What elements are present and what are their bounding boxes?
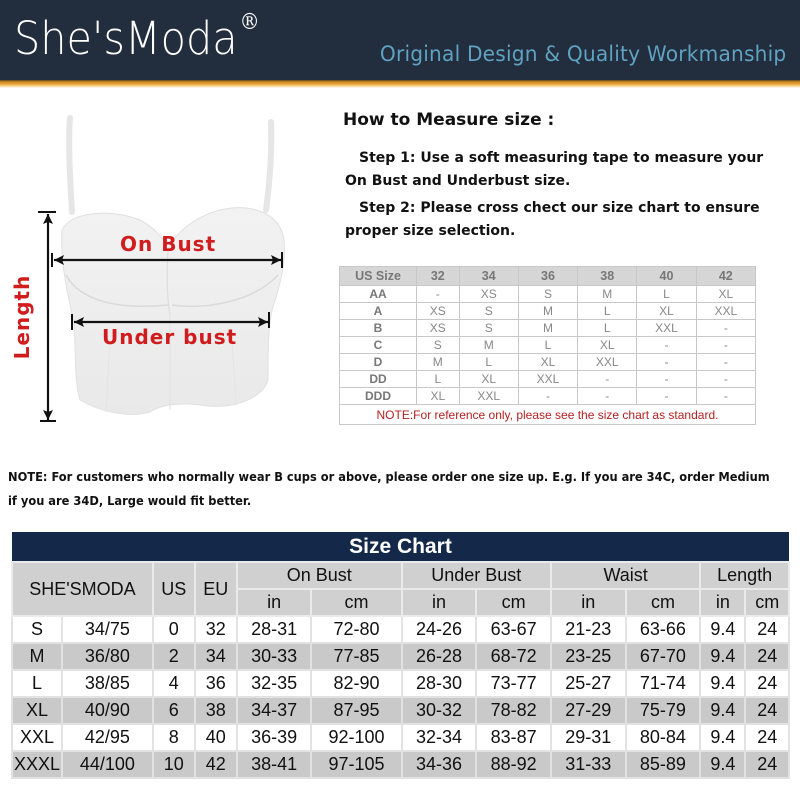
band-size: 44/100 [62,751,153,778]
cup-size-cell: S [459,303,518,320]
waist-in: 31-33 [551,751,626,778]
band-header: 36 [518,267,577,286]
us-size: 10 [153,751,195,778]
waist-cm: 63-66 [626,616,701,643]
on-bust-in: 34-37 [237,697,312,724]
eu-size: 42 [195,751,237,778]
cup-label: DDD [340,388,417,405]
cup-size-cell: - [637,354,696,371]
cup-size-cell: XL [459,371,518,388]
size-chart-title-row [12,532,789,562]
band-header: 42 [696,267,755,286]
cup-size-cell: XL [696,286,755,303]
under-bust-in: 28-30 [402,670,477,697]
length-in: 9.4 [700,616,745,643]
cup-size-cell: - [637,371,696,388]
cup-size-cell: - [696,337,755,354]
cup-size-cell: L [459,354,518,371]
cup-table-row [340,286,756,303]
cup-size-cell: S [417,337,460,354]
size-label: L [12,670,62,697]
cup-table-row [340,337,756,354]
waist-in: 21-23 [551,616,626,643]
size-chart-row [12,670,789,697]
cup-label: DD [340,371,417,388]
cup-size-cell: XS [459,286,518,303]
size-chart-row [12,643,789,670]
under-bust-cm: 83-87 [476,724,551,751]
cup-size-cell: M [578,286,637,303]
under-bust-label: Under bust [102,325,238,349]
unit-in-header: in [551,589,626,616]
length-in: 9.4 [700,643,745,670]
step-2-instruction [345,197,765,243]
unit-cm-header: cm [311,589,401,616]
band-header: 40 [637,267,696,286]
waist-cm: 80-84 [626,724,701,751]
cup-table-note-row [340,405,756,425]
size-chart-row [12,697,789,724]
cup-label: AA [340,286,417,303]
waist-cm: 71-74 [626,670,701,697]
cup-size-cell: - [696,354,755,371]
band-size: 34/75 [62,616,153,643]
us-size-header: US Size [340,267,417,286]
length-cm: 24 [745,697,789,724]
on-bust-in: 32-35 [237,670,312,697]
cup-size-cell: - [518,388,577,405]
unit-in-header: in [402,589,477,616]
cup-size-cell: M [518,320,577,337]
unit-in-header: in [700,589,745,616]
step-2-text: Step 2: Please cross chect our size chart to ensure proper size selection. [345,200,760,239]
waist-in: 29-31 [551,724,626,751]
eu-size: 40 [195,724,237,751]
us-size: 2 [153,643,195,670]
unit-in-header: in [237,589,312,616]
under-bust-cm: 73-77 [476,670,551,697]
under-bust-in: 24-26 [402,616,477,643]
band-header: 34 [459,267,518,286]
waist-in: 27-29 [551,697,626,724]
banner-stripe [0,80,800,88]
cup-size-cell: XXL [637,320,696,337]
unit-cm-header: cm [476,589,551,616]
on-bust-header: On Bust [237,562,402,589]
cup-size-table [339,266,756,425]
size-chart-row [12,724,789,751]
cup-size-cell: L [578,320,637,337]
sizing-note-line-1: NOTE: For customers who normally wear B cups or above, please order one size up. E.g. If you are 34C, order Medium [8,470,770,484]
cup-size-cell: - [578,388,637,405]
cup-table-row [340,354,756,371]
on-bust-in: 36-39 [237,724,312,751]
cup-size-cell: XXL [459,388,518,405]
cup-size-cell: S [459,320,518,337]
size-chart-title: Size Chart [12,532,789,562]
under-bust-cm: 63-67 [476,616,551,643]
length-in: 9.4 [700,697,745,724]
us-size: 8 [153,724,195,751]
sizing-note-line-2: if you are 34D, Large would fit better. [8,494,252,508]
cup-size-cell: L [518,337,577,354]
garment-measurement-diagram [0,100,330,440]
under-bust-header: Under Bust [402,562,551,589]
on-bust-in: 28-31 [237,616,312,643]
on-bust-cm: 92-100 [311,724,401,751]
eu-size: 34 [195,643,237,670]
eu-size: 36 [195,670,237,697]
waist-in: 25-27 [551,670,626,697]
size-label: XXXL [12,751,62,778]
cup-label: C [340,337,417,354]
on-bust-cm: 87-95 [311,697,401,724]
eu-size: 32 [195,616,237,643]
cup-size-cell: - [696,371,755,388]
under-bust-in: 26-28 [402,643,477,670]
cup-size-cell: XL [578,337,637,354]
cup-size-cell: M [459,337,518,354]
cup-size-cell: XS [417,320,460,337]
length-header: Length [700,562,789,589]
cup-size-cell: M [518,303,577,320]
length-cm: 24 [745,643,789,670]
cup-size-cell: XXL [518,371,577,388]
under-bust-in: 30-32 [402,697,477,724]
how-to-measure-title: How to Measure size : [343,110,555,130]
length-in: 9.4 [700,670,745,697]
on-bust-cm: 82-90 [311,670,401,697]
cup-size-cell: XL [417,388,460,405]
cup-size-cell: XL [518,354,577,371]
on-bust-in: 30-33 [237,643,312,670]
brand-banner [0,0,800,82]
brand-name: She'sModa [14,12,238,65]
cup-size-cell: - [696,320,755,337]
under-bust-in: 34-36 [402,751,477,778]
brand-tagline: Original Design & Quality Workmanship [379,42,786,66]
under-bust-cm: 68-72 [476,643,551,670]
cup-size-cell: - [637,337,696,354]
cup-table-row [340,303,756,320]
waist-header: Waist [551,562,700,589]
us-size: 0 [153,616,195,643]
waist-cm: 85-89 [626,751,701,778]
cup-table-row [340,388,756,405]
length-in: 9.4 [700,724,745,751]
unit-cm-header: cm [626,589,701,616]
band-header: 38 [578,267,637,286]
us-header: US [153,562,195,616]
size-chart-header-row-1 [12,562,789,589]
us-size: 6 [153,697,195,724]
size-label: XXL [12,724,62,751]
bustier-illustration [0,100,330,440]
cup-size-cell: L [417,371,460,388]
on-bust-cm: 97-105 [311,751,401,778]
size-chart-row [12,616,789,643]
cup-size-cell: L [578,303,637,320]
size-chart-row [12,751,789,778]
cup-table-row [340,320,756,337]
us-size: 4 [153,670,195,697]
cup-size-cell: - [696,388,755,405]
sizing-note [8,465,770,513]
cup-size-cell: - [417,286,460,303]
length-cm: 24 [745,616,789,643]
cup-label: D [340,354,417,371]
band-header: 32 [417,267,460,286]
on-bust-label: On Bust [120,232,217,256]
step-1-instruction [345,147,765,193]
cup-table-note: NOTE:For reference only, please see the size chart as standard. [340,405,756,425]
waist-cm: 75-79 [626,697,701,724]
unit-cm-header: cm [745,589,789,616]
step-1-text: Step 1: Use a soft measuring tape to measure your On Bust and Underbust size. [345,150,764,189]
size-label: M [12,643,62,670]
size-label: S [12,616,62,643]
cup-table-row [340,371,756,388]
on-bust-cm: 77-85 [311,643,401,670]
trademark-symbol: ® [239,10,260,35]
length-label: Length [10,274,34,360]
length-cm: 24 [745,670,789,697]
band-size: 36/80 [62,643,153,670]
brand-logo [14,12,260,65]
size-label: XL [12,697,62,724]
cup-size-cell: L [637,286,696,303]
cup-size-cell: S [518,286,577,303]
size-chart-table [11,532,790,779]
waist-cm: 67-70 [626,643,701,670]
cup-size-cell: - [637,388,696,405]
cup-size-cell: XXL [696,303,755,320]
length-in: 9.4 [700,751,745,778]
band-size: 42/95 [62,724,153,751]
eu-size: 38 [195,697,237,724]
length-cm: 24 [745,724,789,751]
brand-size-header: SHE'SMODA [12,562,153,616]
band-size: 40/90 [62,697,153,724]
under-bust-in: 32-34 [402,724,477,751]
cup-size-cell: XXL [578,354,637,371]
cup-label: A [340,303,417,320]
cup-label: B [340,320,417,337]
band-size: 38/85 [62,670,153,697]
cup-table-header [340,267,756,286]
under-bust-cm: 78-82 [476,697,551,724]
waist-in: 23-25 [551,643,626,670]
cup-size-cell: XS [417,303,460,320]
length-cm: 24 [745,751,789,778]
under-bust-cm: 88-92 [476,751,551,778]
cup-size-cell: M [417,354,460,371]
on-bust-cm: 72-80 [311,616,401,643]
on-bust-in: 38-41 [237,751,312,778]
eu-header: EU [195,562,237,616]
cup-size-cell: - [578,371,637,388]
cup-size-cell: XL [637,303,696,320]
